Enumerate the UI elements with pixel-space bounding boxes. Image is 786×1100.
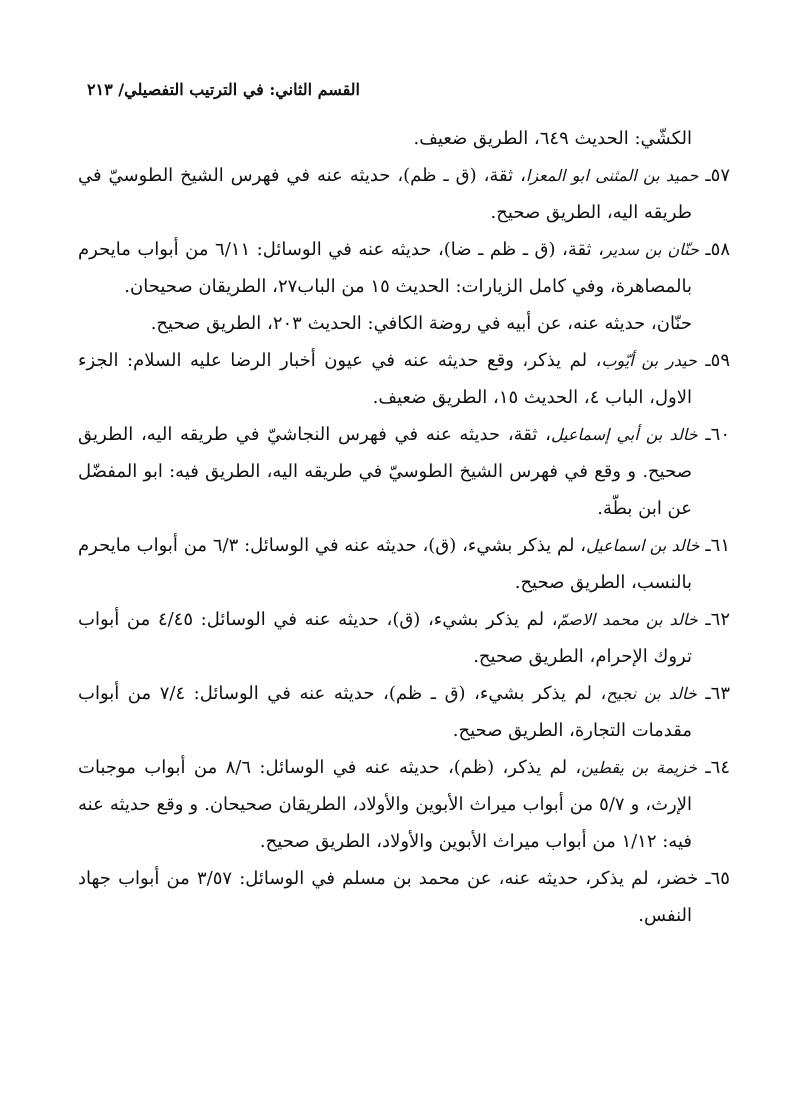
entry-58 [78,231,730,305]
narrator-name: حنّان بن سدير [603,240,699,259]
entry-text: خضر، لم يذكر، حديثه عنه، عن محمد بن مسلم في الوسائل: ٣/٥٧ من أبواب جهاد النفس. [78,868,699,926]
narrator-name: حميد بن المثنى ابو المعزا [525,166,699,185]
body-text [78,120,730,934]
paragraph-text: حنّان، حديثه عنه، عن أبيه في روضة الكافي: الحديث ٢٠٣، الطريق صحيح. [150,313,692,334]
narrator-name: خزيمة بن يقطين [581,758,698,777]
entry-text: ، لم يذكر بشيء، (ق ـ ظم)، حديثه عنه في الوسائل: ٧/٤ من أبواب مقدمات التجارة، الطريق صحيح. [78,683,692,741]
entry-text: ، لم يذكر بشيء، (ق)، حديثه عنه في الوسائل: ٦/٣ من أبواب مايحرم بالنسب، الطريق صحيح. [78,535,692,593]
entry-number: ٥٧ـ [698,165,730,186]
narrator-name: حيدر بن أيّوب [601,351,697,370]
entry-number: ٦١ـ [699,535,731,556]
entry-text: ، لم يذكر، وقع حديثه عنه في عيون أخبار الرضا عليه السلام: الجزء الاول، الباب ٤، الحديث ١٥، الطريق ضعيف. [78,350,692,408]
entry-number: ٦٣ـ [696,683,731,704]
entry-text: ، ثقة، (ق ـ ظم)، حديثه عنه في فهرس الشيخ الطوسيّ في طريقه اليه، الطريق صحيح. [78,165,692,223]
running-header: القسم الثاني: في الترتيب التفصيلي/ ٢١٣ [86,80,360,99]
entry-number: ٦٢ـ [697,609,731,630]
entry-57 [78,157,730,231]
entry-60 [78,416,730,527]
narrator-name: خالد بن نجيح [606,684,697,703]
entry-65 [78,860,730,934]
paragraph-text: الكشّي: الحديث ٦٤٩، الطريق ضعيف. [413,128,692,149]
entry-text: ، لم يذكر بشيء، (ق)، حديثه عنه في الوسائل: ٤/٤٥ من أبواب تروك الإحرام، الطريق صحيح. [78,609,692,667]
entry-63 [78,675,730,749]
entry-number: ٥٨ـ [698,239,730,260]
narrator-name: خالد بن أبي إسماعيل [550,425,698,444]
entry-text: ، ثقة، (ق ـ ظم ـ ضا)، حديثه عنه في الوسائل: ٦/١١ من أبواب مايحرم بالمصاهرة، وفي كامل الزيارات: الحديث ١٥ من الباب٢٧، الطريقان صحيحان. [78,239,692,297]
entry-text: ، ثقة، حديثه عنه في فهرس النجاشيّ في طريقه اليه، الطريق صحيح. و وقع في فهرس الشيخ الطوسيّ في طريقه اليه، الطريق فيه: ابو المفضّل عن ابن بطّة. [78,424,692,519]
entry-text: ، لم يذكر، (ظم)، حديثه عنه في الوسائل: ٨/٦ من أبواب موجبات الإرث، و ٥/٧ من أبواب ميراث الأبوين والأولاد، الطريقان صحيحان. و وقع حديثه عنه فيه: ١/١٢ من أبواب ميراث الأبوين والأولاد، الطريق صحيح. [78,757,692,852]
entry-number: ٦٥ـ [698,868,730,889]
entry-number: ٥٩ـ [696,350,730,371]
paragraph [78,120,730,157]
entry-64 [78,749,730,860]
entry-61 [78,527,730,601]
entry-59 [78,342,730,416]
entry-number: ٦٠ـ [697,424,731,445]
entry-number: ٦٤ـ [697,757,730,778]
entry-62 [78,601,730,675]
narrator-name: خالد بن اسماعيل [586,536,700,555]
paragraph [78,305,730,342]
narrator-name: خالد بن محمد الاصمّ [557,610,698,629]
